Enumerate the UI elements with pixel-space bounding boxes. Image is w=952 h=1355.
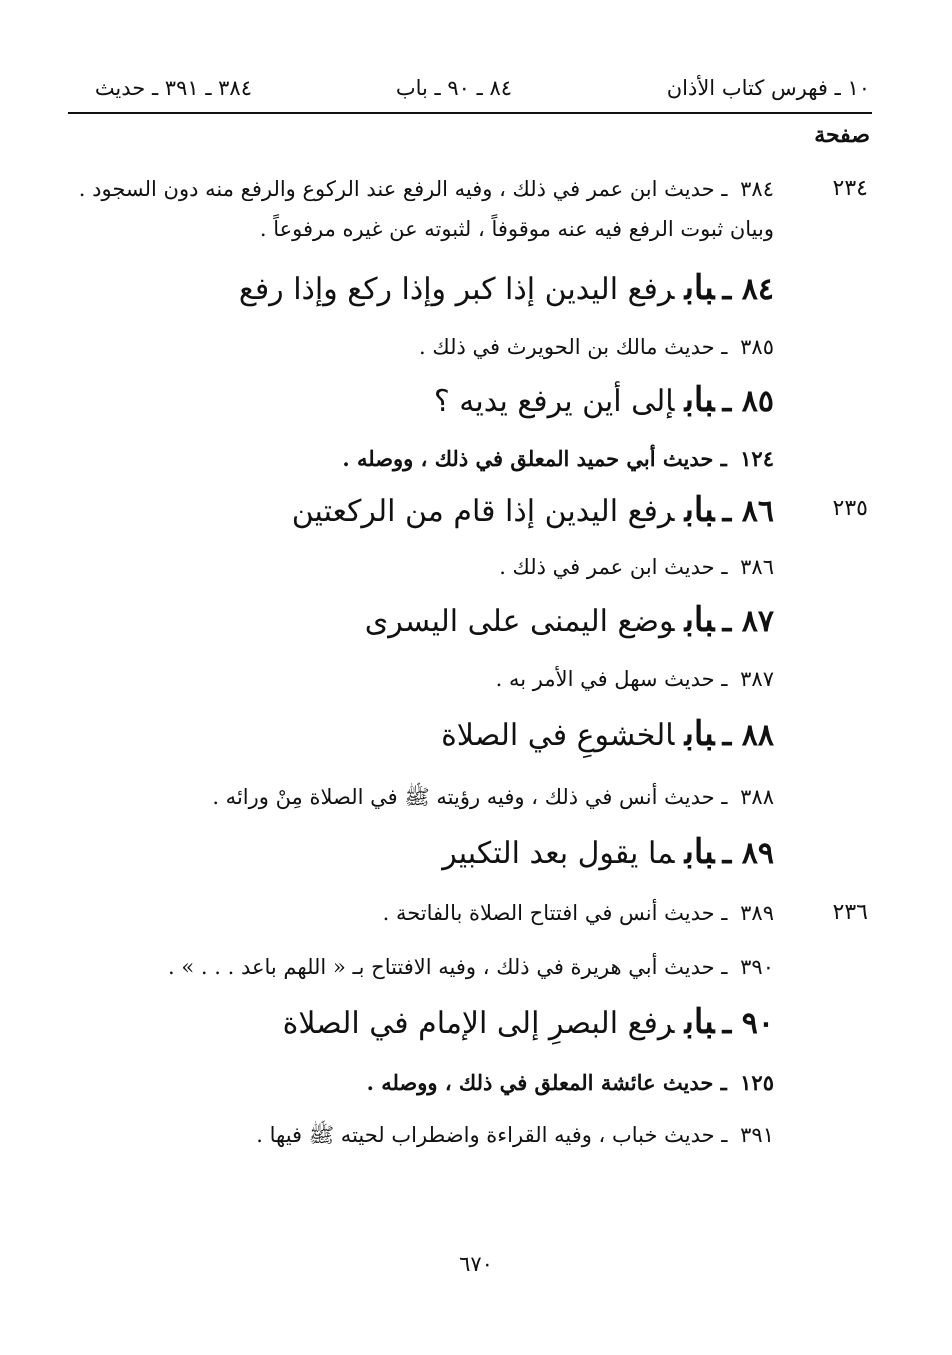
header-chapter-title: ١٠ ـ فهرس كتاب الأذان <box>666 76 870 100</box>
chapter-word: باب <box>684 714 715 754</box>
entry-text: ـ حديث ابن عمر في ذلك ، وفيه الرفع عند الركوع والرفع منه دون السجود . <box>78 177 728 201</box>
entry-390 <box>168 952 774 982</box>
header-hadith-range: ٣٨٤ ـ ٣٩١ ـ حديث <box>94 76 252 100</box>
entry-text: ـ حديث أنس في ذلك ، وفيه رؤيته ﷺ في الصلاة مِنْ ورائه . <box>212 785 728 809</box>
entry-text: ـ حديث مالك بن الحويرث في ذلك . <box>419 335 728 359</box>
entry-text: ـ حديث سهل في الأمر به . <box>495 667 728 691</box>
footer-page-number: ٦٧٠ <box>459 1252 493 1276</box>
entry-125 <box>367 1068 774 1098</box>
chapter-word: باب <box>684 490 715 530</box>
entry-text: ـ حديث أنس في افتتاح الصلاة بالفاتحة . <box>382 901 728 925</box>
chapter-title: إلى أين يرفع يديه ؟ <box>433 384 675 419</box>
chapter-89-heading <box>442 832 774 874</box>
chapter-title: رفع اليدين إذا كبر وإذا ركع وإذا رفع <box>238 272 675 307</box>
chapter-85-heading <box>434 380 774 422</box>
entry-387 <box>496 664 774 694</box>
entry-text: ـ حديث ابن عمر في ذلك . <box>499 555 728 579</box>
chapter-number: ٨٩ ـ <box>722 836 774 871</box>
header-bab-range: ٨٤ ـ ٩٠ ـ باب <box>395 76 512 100</box>
chapter-title: رفع البصرِ إلى الإمام في الصلاة <box>282 1006 675 1041</box>
chapter-title: رفع اليدين إذا قام من الركعتين <box>291 494 675 529</box>
page-column-label: صفحة <box>814 122 870 148</box>
chapter-word: باب <box>684 600 715 640</box>
header-rule <box>68 112 872 114</box>
entry-388 <box>212 782 774 812</box>
chapter-number: ٨٥ ـ <box>722 384 774 419</box>
chapter-number: ٨٤ ـ <box>722 272 774 307</box>
entry-385 <box>419 332 774 362</box>
chapter-word: باب <box>684 380 715 420</box>
entry-number: ١٢٤ <box>740 446 774 471</box>
entry-text: ـ حديث خباب ، وفيه القراءة واضطراب لحيته ﷺ فيها . <box>256 1123 728 1147</box>
entry-text: ـ حديث أبي هريرة في ذلك ، وفيه الافتتاح بـ « اللهم باعد . . . » . <box>168 955 728 979</box>
entry-389 <box>383 898 774 928</box>
entry-number: ٣٨٦ <box>740 555 774 579</box>
entry-text: ـ حديث عائشة المعلق في ذلك ، ووصله . <box>366 1070 727 1095</box>
entry-391 <box>256 1120 774 1150</box>
entry-text: ـ حديث أبي حميد المعلق في ذلك ، ووصله . <box>342 446 727 471</box>
entry-number: ٣٨٥ <box>740 335 774 359</box>
entry-number: ٣٨٩ <box>740 901 774 925</box>
entry-number: ٣٩٠ <box>740 955 774 979</box>
chapter-86-heading <box>292 490 774 532</box>
entry-number: ٣٨٨ <box>740 785 774 809</box>
chapter-90-heading <box>283 1002 774 1044</box>
entry-384 <box>79 174 774 204</box>
chapter-title: الخشوعِ في الصلاة <box>441 718 675 753</box>
page-number-236: ٢٣٦ <box>832 900 868 925</box>
entry-number: ١٢٥ <box>740 1070 774 1095</box>
entry-386 <box>499 552 774 582</box>
entry-124 <box>342 444 774 474</box>
page-number-234: ٢٣٤ <box>832 176 868 201</box>
chapter-number: ٨٦ ـ <box>722 494 774 529</box>
chapter-word: باب <box>684 1002 715 1042</box>
chapter-word: باب <box>684 832 715 872</box>
chapter-title: ما يقول بعد التكبير <box>442 836 675 871</box>
entry-number: ٣٩١ <box>740 1123 774 1147</box>
entry-number: ٣٨٤ <box>740 177 774 201</box>
chapter-number: ٨٨ ـ <box>722 718 774 753</box>
chapter-title: وضع اليمنى على اليسرى <box>364 604 675 639</box>
chapter-84-heading <box>239 268 774 310</box>
chapter-87-heading <box>365 600 774 642</box>
chapter-number: ٩٠ ـ <box>722 1006 774 1041</box>
page-number-235: ٢٣٥ <box>832 496 868 521</box>
chapter-88-heading <box>441 714 774 756</box>
chapter-number: ٨٧ ـ <box>722 604 774 639</box>
entry-384-continuation: وبيان ثبوت الرفع فيه عنه موقوفاً ، لثبوته عن غيره مرفوعاً . <box>259 217 774 241</box>
entry-number: ٣٨٧ <box>740 667 774 691</box>
chapter-word: باب <box>684 268 715 308</box>
